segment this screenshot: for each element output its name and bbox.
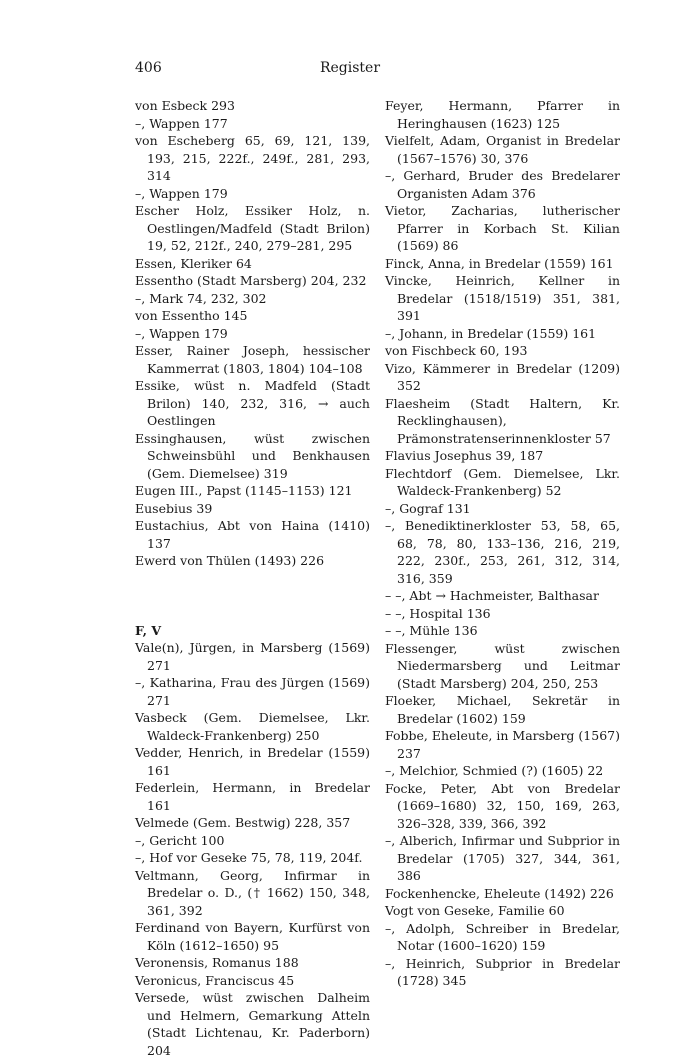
- index-entry: Eusebius 39: [135, 500, 213, 516]
- index-entry: Velmede (Gem. Bestwig) 228, 357: [135, 815, 351, 830]
- index-entry: Vasbeck (Gem. Diemelsee, Lkr. Waldeck-Frankenberg) 250: [135, 710, 370, 743]
- index-entry: – –, Mühle 136: [385, 623, 478, 638]
- index-entry: Vale(n), Jürgen, in Marsberg (1569) 271: [135, 640, 370, 673]
- index-entry: –, Johann, in Bredelar (1559) 161: [385, 325, 597, 341]
- index-entry: –, Gerhard, Bruder des Bredelarer Organisten Adam 376: [385, 168, 620, 201]
- index-entry: Vincke, Heinrich, Kellner in Bredelar (1518/1519) 351, 381, 391: [385, 273, 620, 323]
- index-entry: Ewerd von Thülen (1493) 226: [135, 553, 325, 568]
- index-entry: –, Gericht 100: [135, 832, 225, 848]
- index-entry: –, Alberich, Infirmar und Subprior in Bredelar (1705) 327, 344, 361, 386: [385, 833, 620, 883]
- index-entry: Feyer, Hermann, Pfarrer in Heringhausen (1623) 125: [385, 98, 620, 131]
- index-entry: Vielfelt, Adam, Organist in Bredelar (1567–1576) 30, 376: [385, 133, 620, 166]
- index-entry: Flaesheim (Stadt Haltern, Kr. Recklinghausen), Prämonstratenserinnenkloster 57: [385, 395, 620, 446]
- index-entry: Essinghausen, wüst zwischen Schweinsbühl und Benkhausen (Gem. Diemelsee) 319: [135, 430, 370, 481]
- index-entry: Versede, wüst zwischen Dalheim und Helmern, Gemarkung Atteln (Stadt Lichtenau, Kr. Paderborn) 204: [135, 990, 370, 1058]
- index-entry: –, Hof vor Geseke 75, 78, 119, 204f.: [135, 850, 363, 865]
- index-entry: Flechtdorf (Gem. Diemelsee, Lkr. Waldeck-Frankenberg) 52: [385, 465, 620, 498]
- index-entry: von Escheberg 65, 69, 121, 139, 193, 215, 222f., 249f., 281, 293, 314: [135, 133, 370, 183]
- index-entry: Veronensis, Romanus 188: [135, 955, 299, 970]
- index-entry: Vietor, Zacharias, lutherischer Pfarrer in Korbach St. Kilian (1569) 86: [385, 203, 620, 253]
- index-entry: von Fischbeck 60, 193: [385, 343, 528, 358]
- index-entry: Finck, Anna, in Bredelar (1559) 161: [385, 255, 614, 271]
- index-entry: Eugen III., Papst (1145–1153) 121: [135, 483, 353, 498]
- index-column-left: [135, 97, 370, 1059]
- index-entry: von Essentho 145: [135, 308, 248, 323]
- index-entry: Essike, wüst n. Madfeld (Stadt Brilon) 140, 232, 316, → auch Oestlingen: [135, 378, 370, 428]
- section-heading: F, V: [135, 622, 162, 638]
- index-entry: Focke, Peter, Abt von Bredelar (1669–1680) 32, 150, 169, 263, 326–328, 339, 366, 392: [385, 780, 620, 831]
- index-entry: –, Melchior, Schmied (?) (1605) 22: [385, 763, 604, 778]
- index-entry: Essen, Kleriker 64: [135, 255, 252, 271]
- running-head: Register: [319, 60, 381, 76]
- index-entry: –, Benediktinerkloster 53, 58, 65, 68, 78, 80, 133–136, 216, 219, 222, 230f., 253, 261, 312, 314, 316, 359: [385, 518, 620, 586]
- section-gap: [135, 570, 370, 622]
- index-entry: Esser, Rainer Joseph, hessischer Kammerrat (1803, 1804) 104–108: [135, 343, 370, 376]
- index-column-right: [385, 97, 620, 990]
- index-entry: –, Wappen 177: [135, 115, 228, 131]
- index-entry: –, Wappen 179: [135, 325, 228, 341]
- index-entry: Vogt von Geseke, Familie 60: [385, 903, 565, 918]
- index-entry: Veronicus, Franciscus 45: [135, 972, 295, 988]
- index-entry: –, Katharina, Frau des Jürgen (1569) 271: [135, 675, 370, 708]
- index-entry: Escher Holz, Essiker Holz, n. Oestlingen/Madfeld (Stadt Brilon) 19, 52, 212f., 240, 279–281, 295: [135, 203, 370, 253]
- page-number: 406: [135, 60, 162, 76]
- index-entry: Federlein, Hermann, in Bredelar 161: [135, 780, 370, 813]
- index-entry: Essentho (Stadt Marsberg) 204, 232: [135, 273, 367, 288]
- index-entry: Vedder, Henrich, in Bredelar (1559) 161: [135, 745, 370, 778]
- index-entry: Flavius Josephus 39, 187: [385, 448, 544, 463]
- index-entry: – –, Hospital 136: [385, 605, 491, 621]
- index-entry: Flessenger, wüst zwischen Niedermarsberg und Leitmar (Stadt Marsberg) 204, 250, 253: [385, 640, 620, 691]
- index-entry: – –, Abt → Hachmeister, Balthasar: [385, 588, 599, 603]
- index-entry: –, Heinrich, Subprior in Bredelar (1728) 345: [385, 955, 620, 988]
- index-entry: Fobbe, Eheleute, in Marsberg (1567) 237: [385, 728, 620, 761]
- index-entry: Eustachius, Abt von Haina (1410) 137: [135, 518, 370, 551]
- index-entry: –, Wappen 179: [135, 185, 228, 201]
- index-entry: –, Adolph, Schreiber in Bredelar, Notar (1600–1620) 159: [385, 920, 620, 953]
- index-entry: Vizo, Kämmerer in Bredelar (1209) 352: [385, 360, 620, 393]
- index-entry: –, Gograf 131: [385, 500, 471, 516]
- index-entry: –, Mark 74, 232, 302: [135, 290, 267, 306]
- index-entry: von Esbeck 293: [135, 98, 235, 113]
- index-entry: Veltmann, Georg, Infirmar in Bredelar o. D., († 1662) 150, 348, 361, 392: [135, 867, 370, 918]
- index-entry: Ferdinand von Bayern, Kurfürst von Köln (1612–1650) 95: [135, 920, 370, 953]
- index-entry: Fockenhencke, Eheleute (1492) 226: [385, 885, 614, 901]
- index-entry: Floeker, Michael, Sekretär in Bredelar (1602) 159: [385, 693, 620, 726]
